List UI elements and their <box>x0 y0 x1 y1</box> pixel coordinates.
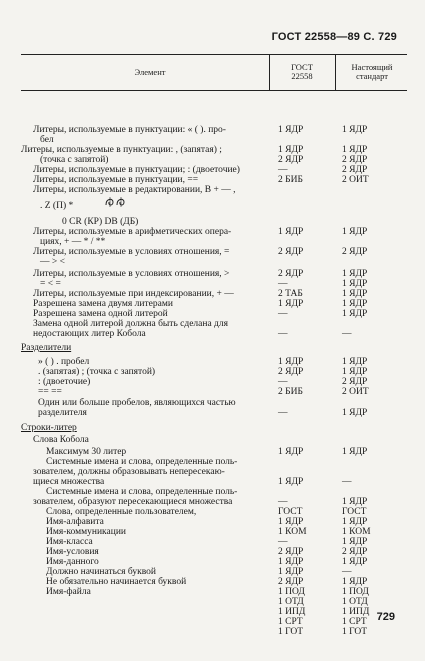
element-row: Литеры, используемые в пунктуации: , (запятая) ; <box>21 145 222 155</box>
gost-cell: 1 ЯДР <box>278 227 304 237</box>
page-header: ГОСТ 22558—89 С. 729 <box>271 31 397 43</box>
gost-cell: 2 ЯДР <box>278 155 304 165</box>
gost-cell: — <box>278 497 288 507</box>
standard-cell: 1 ЯДР <box>342 227 368 237</box>
standard-cell: 1 ЯДР <box>342 125 368 135</box>
element-row: Имя-условия <box>46 547 99 557</box>
standard-cell: 1 ЯДР <box>342 289 368 299</box>
gost-cell: 2 ЯДР <box>278 367 304 377</box>
column-divider-2 <box>335 54 336 90</box>
standard-cell: 2 ЯДР <box>342 165 368 175</box>
standard-cell: 1 ЯДР <box>342 447 368 457</box>
section-heading: Разделители <box>21 343 72 353</box>
element-row: Слова, определенные пользователем, <box>46 507 197 517</box>
gost-cell: 1 ЯДР <box>278 357 304 367</box>
element-row: Имя-файла <box>46 587 91 597</box>
gost-cell: ГОСТ <box>278 507 303 517</box>
gost-cell: 1 ЯДР <box>278 145 304 155</box>
element-row: Системные имена и слова, определенные поль- <box>46 457 238 467</box>
element-row: (точка с запятой) <box>40 155 109 165</box>
standard-cell: 1 ИПД <box>342 607 370 617</box>
element-row: Замена одной литерой должна быть сделана для <box>33 319 228 329</box>
currency-symbol-glyphs <box>104 196 126 208</box>
standard-cell: 1 ЯДР <box>342 279 368 289</box>
standard-cell: 1 ОТД <box>342 597 368 607</box>
standard-cell: 1 ЯДР <box>342 408 368 418</box>
gost-cell: 1 ЯДР <box>278 567 304 577</box>
gost-cell: 1 ЯДР <box>278 125 304 135</box>
standard-cell: 1 ЯДР <box>342 517 368 527</box>
standard-cell: 2 ЯДР <box>342 547 368 557</box>
element-row: Имя-класса <box>46 537 93 547</box>
gost-cell: — <box>278 165 288 175</box>
element-row: Слова Кобола <box>33 435 89 445</box>
gost-cell: 2 ТАБ <box>278 289 303 299</box>
gost-cell: 1 ИПД <box>278 607 306 617</box>
element-row: Литеры, используемые в пунктуации, == <box>33 175 199 185</box>
standard-cell: — <box>342 567 352 577</box>
standard-cell: — <box>342 329 352 339</box>
gost-cell: 2 БИБ <box>278 387 303 397</box>
table-head-rule <box>21 90 407 91</box>
gost-cell: — <box>278 408 288 418</box>
standard-cell: 1 ЯДР <box>342 269 368 279</box>
gost-cell: 1 ОТД <box>278 597 304 607</box>
gost-cell: 2 ЯДР <box>278 547 304 557</box>
gost-cell: 1 ЯДР <box>278 477 304 487</box>
element-row: Литеры, используемые в условиях отношения, > <box>33 269 230 279</box>
element-row: : (двоеточие) <box>38 377 91 387</box>
standard-cell: ГОСТ <box>342 507 367 517</box>
element-row: Не обязательно начинается буквой <box>46 577 187 587</box>
gost-cell: 2 ЯДР <box>278 577 304 587</box>
standard-cell: 1 ЯДР <box>342 577 368 587</box>
element-row: Должно начинаться буквой <box>46 567 156 577</box>
standard-cell: 1 СРТ <box>342 617 367 627</box>
element-row: щиеся множества <box>33 477 105 487</box>
standard-cell: 2 ЯДР <box>342 155 368 165</box>
column-header-intl: Настоящий стандарт <box>351 62 393 81</box>
standard-cell: 1 ЯДР <box>342 145 368 155</box>
element-row: = < = <box>40 279 61 289</box>
gost-cell: 1 ЯДР <box>278 517 304 527</box>
gost-cell: — <box>278 537 288 547</box>
standard-cell: 1 ЯДР <box>342 557 368 567</box>
gost-cell: 1 ПОД <box>278 587 305 597</box>
element-row: Один или больше пробелов, являющихся частью <box>38 398 236 408</box>
standard-cell: 1 ЯДР <box>342 497 368 507</box>
section-heading: Строки-литер <box>21 423 77 433</box>
standard-cell: 1 ГОТ <box>342 627 368 637</box>
element-row: Системные имена и слова, определенные поль- <box>46 487 238 497</box>
element-row: Литеры, используемые при индексировании, + — <box>33 289 234 299</box>
element-row: . Z (П) * <box>40 201 74 211</box>
gost-cell: — <box>278 279 288 289</box>
standard-cell: 2 ОИТ <box>342 175 369 185</box>
element-row: 0 CR (КР) DB (ДБ) <box>62 217 139 227</box>
element-row: Литеры, используемые в пунктуации: « ( ). про- <box>33 125 226 135</box>
element-row: Имя-данного <box>46 557 99 567</box>
gost-cell: 2 ЯДР <box>278 247 304 257</box>
table-top-rule <box>21 54 407 55</box>
standard-cell: 2 ОИТ <box>342 387 369 397</box>
standard-cell: 1 ЯДР <box>342 309 368 319</box>
gost-cell: — <box>278 377 288 387</box>
standard-cell: 1 КОМ <box>342 527 371 537</box>
standard-cell: 1 ЯДР <box>342 367 368 377</box>
element-row: Литеры, используемые в редактировании, В + — , <box>33 185 236 195</box>
element-row: == == <box>38 387 62 397</box>
gost-cell: 2 ЯДР <box>278 269 304 279</box>
element-row: бел <box>40 135 54 145</box>
element-row: Литеры, используемые в арифметических опера- <box>33 227 232 237</box>
standard-cell: 1 ЯДР <box>342 299 368 309</box>
element-row: циях, + — * / ** <box>40 237 106 247</box>
element-row: Разрешена замена одной литерой <box>33 309 168 319</box>
gost-cell: 1 ЯДР <box>278 447 304 457</box>
gost-cell: 1 ГОТ <box>278 627 304 637</box>
column-divider-1 <box>269 54 270 90</box>
standard-cell: — <box>342 477 352 487</box>
standard-cell: 1 ЯДР <box>342 537 368 547</box>
element-row: разделителя <box>38 408 87 418</box>
element-row: Литеры, используемые в пунктуации; : (двоеточие) <box>33 165 240 175</box>
standard-cell: 2 ЯДР <box>342 247 368 257</box>
element-row: зователем, должны образовывать непересекаю- <box>33 467 225 477</box>
page-number: 729 <box>376 611 395 623</box>
gost-cell: — <box>278 309 288 319</box>
element-row: Разрешена замена двумя литерами <box>33 299 173 309</box>
gost-cell: 1 ЯДР <box>278 299 304 309</box>
gost-cell: — <box>278 329 288 339</box>
element-row: недостающих литер Кобола <box>33 329 146 339</box>
standard-cell: 1 ЯДР <box>342 357 368 367</box>
gost-cell: 1 КОМ <box>278 527 307 537</box>
column-header-element: Элемент <box>134 67 166 77</box>
standard-cell: 1 ПОД <box>342 587 369 597</box>
gost-cell: 1 СРТ <box>278 617 303 627</box>
element-row: » ( ) . пробел <box>38 357 90 367</box>
element-row: зователем, образуют пересекающиеся множества <box>33 497 233 507</box>
element-row: . (запятая) ; (точка с запятой) <box>38 367 156 377</box>
column-header-gost: ГОСТ 22558 <box>291 62 313 81</box>
gost-cell: 2 БИБ <box>278 175 303 185</box>
element-row: Литеры, используемые в условиях отношения, = <box>33 247 230 257</box>
element-row: Имя-коммуникации <box>46 527 126 537</box>
element-row: — > < <box>40 257 65 267</box>
standard-cell: 2 ЯДР <box>342 377 368 387</box>
gost-cell: 1 ЯДР <box>278 557 304 567</box>
element-row: Имя-алфавита <box>46 517 104 527</box>
element-row: Максимум 30 литер <box>46 447 127 457</box>
